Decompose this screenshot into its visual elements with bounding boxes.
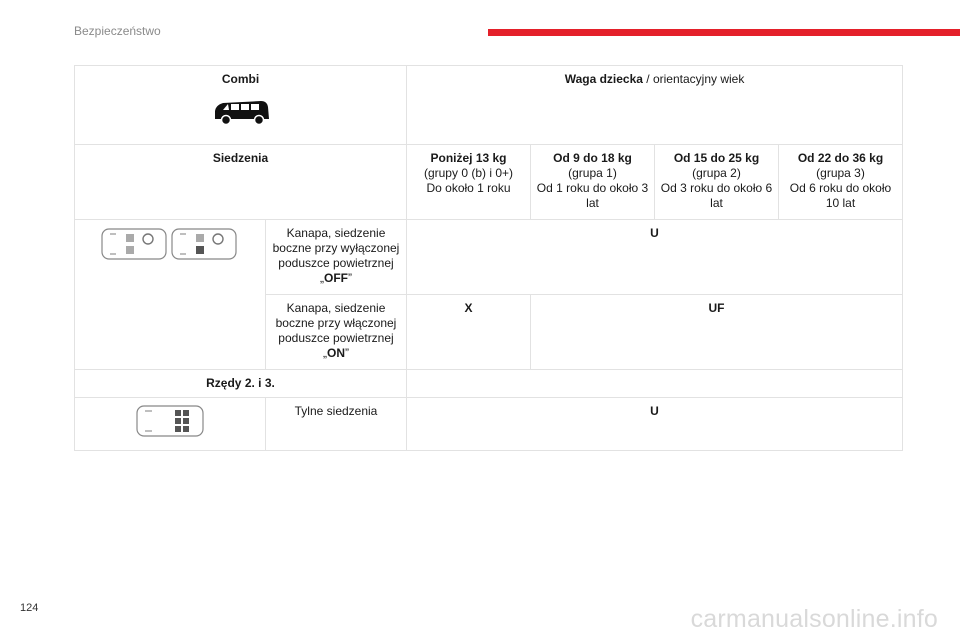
group-name: (grupy 0 (b) i 0+) [423,166,514,180]
child-seat-table [74,65,903,451]
seat-on-text: Kanapa, siedzenie boczne przy włączonej poduszce powietrznej „ [275,301,397,360]
table-row [75,398,903,451]
page-number: 124 [20,602,39,614]
seats-label: Siedzenia [75,145,407,220]
rear-seat-value: U [407,398,903,451]
group-cell-0 [407,145,531,220]
vehicle-label: Combi [221,72,260,86]
table-header-row [75,66,903,145]
group-cell-3 [779,145,903,220]
group-range: Od 9 do 18 kg [553,151,632,165]
group-name: (grupa 2) [692,166,741,180]
group-age: Od 6 roku do około 10 lat [789,181,892,210]
group-age: Od 3 roku do około 6 lat [660,181,773,210]
weight-title: Waga dziecka [564,72,643,86]
section-title: Bezpieczeństwo [74,24,161,38]
front-seat-diagram-icon [100,251,240,265]
seat-on-quote: ” [345,346,349,360]
table-row [75,220,903,295]
airbag-on-state: ON [327,346,345,360]
groups-row [75,145,903,220]
airbag-off-state: OFF [324,271,348,285]
group-age: Od 1 roku do około 3 lat [536,181,649,210]
group-cell-2 [655,145,779,220]
seat-on-value-rest: UF [531,295,903,370]
seat-off-quote: ” [348,271,352,285]
table-row [75,370,903,398]
watermark: carmanualsonline.info [690,605,938,633]
group-range: Od 22 do 36 kg [797,151,884,165]
group-range: Od 15 do 25 kg [673,151,760,165]
rows-label: Rzędy 2. i 3. [75,370,407,398]
front-seat-diagram-cell [75,220,266,370]
rear-seat-diagram-cell [75,398,266,451]
group-cell-1 [531,145,655,220]
weight-title-rest: / orientacyjny wiek [642,72,745,86]
group-name: (grupa 1) [568,166,617,180]
weight-header-cell [407,66,903,145]
seat-on-value-group0: X [407,295,531,370]
group-range: Poniżej 13 kg [430,151,507,165]
seat-off-value: U [407,220,903,295]
van-icon [79,97,402,131]
rows-label-empty [407,370,903,398]
rear-seat-label: Tylne siedzenia [266,398,407,451]
seat-off-label [266,220,407,295]
group-age: Do około 1 roku [426,181,511,195]
seat-on-label [266,295,407,370]
header-accent-bar [488,29,960,36]
group-name: (grupa 3) [816,166,865,180]
seat-off-text: Kanapa, siedzenie boczne przy wyłączonej poduszce powietrznej „ [272,226,400,285]
rear-seat-diagram-icon [135,427,205,441]
vehicle-header-cell [75,66,407,145]
